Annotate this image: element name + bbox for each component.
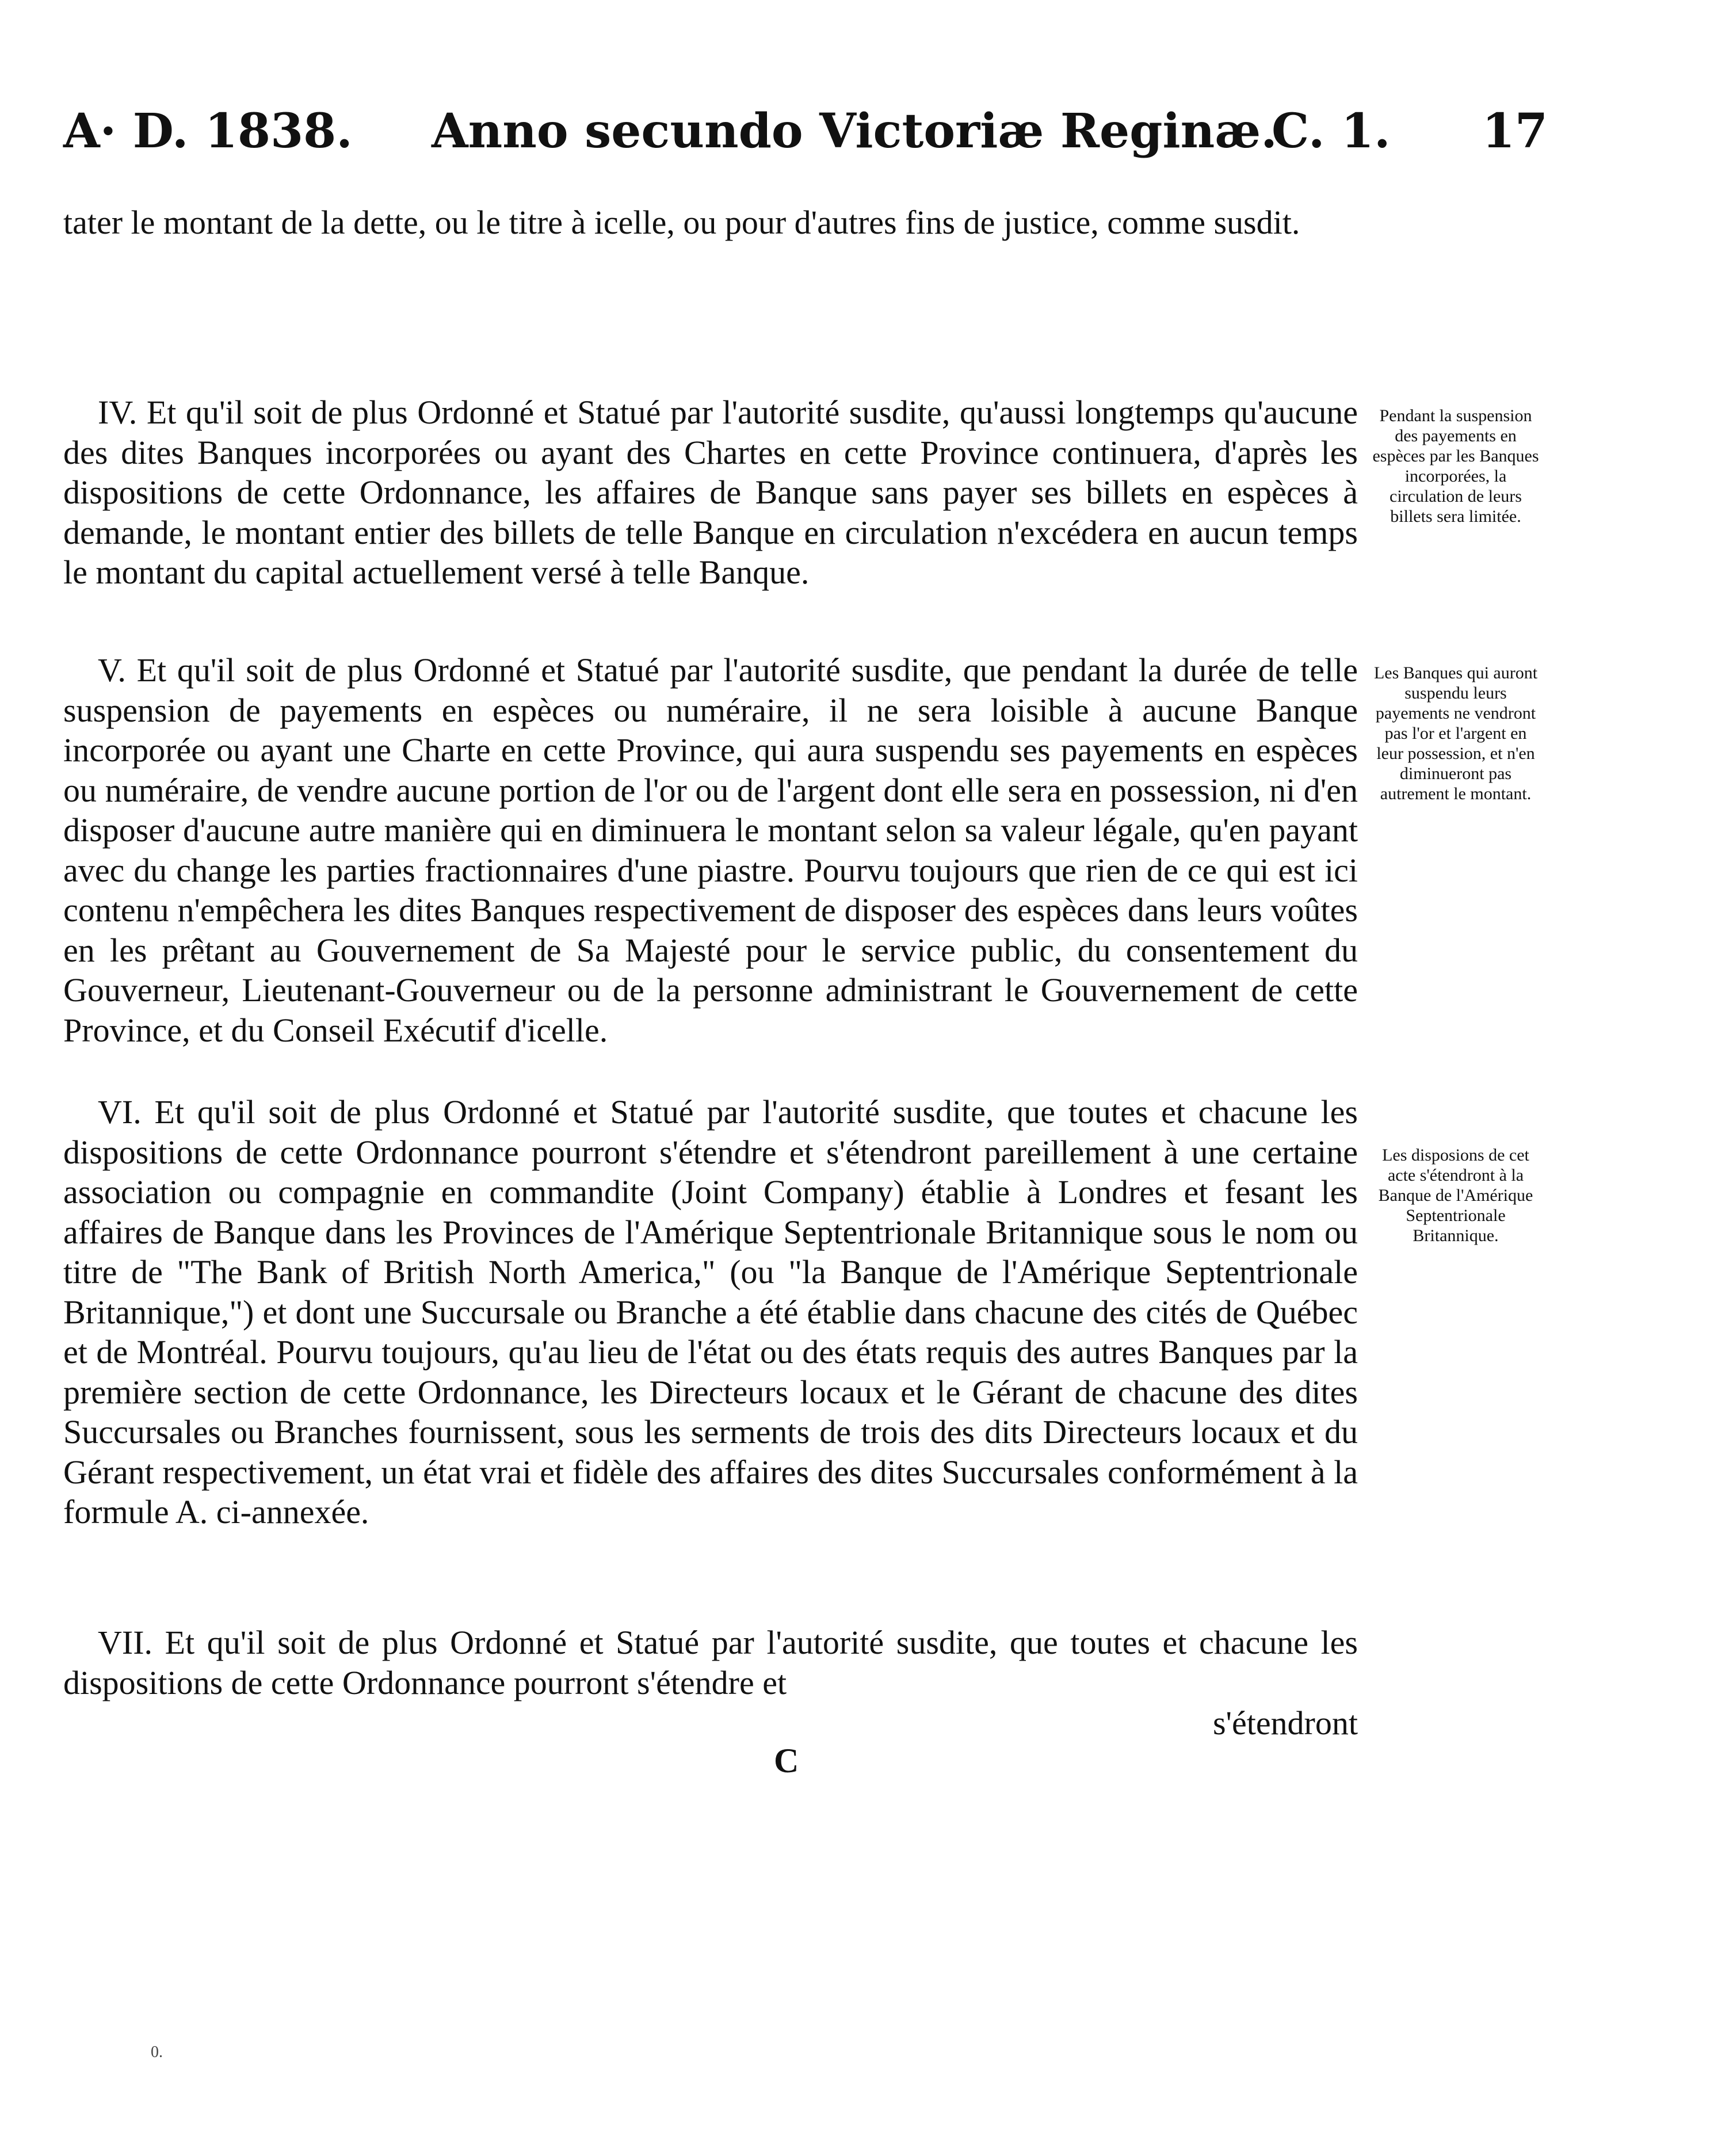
section-4-paragraph: IV. Et qu'il soit de plus Ordonné et Statué par l'autorité susdite, qu'aussi longtemps qu'aucune des dites Banques incorporées ou ayant des Chartes en cette Province continuera, d'après les dispositions de cette Ordonnance, les affaires de Banque sans payer ses billets en espèces à demande, le montant entier des billets de telle Banque en circulation n'excédera en aucun temps le montant du capital actuellement versé à telle Banque. (63, 394, 1358, 591)
section-7-paragraph: VII. Et qu'il soit de plus Ordonné et Statué par l'autorité susdite, que toutes et chacune les dispositions de cette Ordonnance pourront s'étendre et (63, 1624, 1358, 1701)
section-6-paragraph: VI. Et qu'il soit de plus Ordonné et Statué par l'autorité susdite, que toutes et chacune les dispositions de cette Ordonnance pourront s'étendre et s'étendront pareillement à une certaine association ou compagnie en commandite (Joint Company) établie à Londres et fesant les affaires de Banque dans les Provinces de l'Amérique Septentrionale Britannique sous le nom ou titre de "The Bank of British North America," (ou "la Banque de l'Amérique Septentrionale Britannique,") et dont une Succursale ou Branche a été établie dans chacune des cités de Québec et de Montréal. Pourvu toujours, qu'au lieu de l'état ou des états requis des autres Banques par la première section de cette Ordonnance, les Directeurs locaux et le Gérant de chacune des dites Succursales ou Branches fournissent, sous les serments de trois des dits Directeurs locaux et du Gérant respectivement, un état vrai et fidèle des affaires des dites Succursales conformément à la formule A. ci-annexée. (63, 1093, 1358, 1531)
signature-mark: C (774, 1742, 799, 1780)
page-number: 17 (1482, 104, 1548, 159)
running-header (63, 102, 1548, 166)
margin-note-section-4: Pendant la suspension des payements en espèces par les Banques incorporées, la circulation de leurs billets sera limitée. (1372, 406, 1539, 526)
header-title: Anno secundo Victoriæ Reginæ. (432, 104, 1277, 159)
section-5-paragraph: V. Et qu'il soit de plus Ordonné et Statué par l'autorité susdite, que pendant la durée de telle suspension de payements en espèces ou numéraire, il ne sera loisible à aucune Banque incorporée ou ayant une Charte en cette Province, qui aura suspendu ses payements en espèces ou numéraire, de vendre aucune portion de l'or ou de l'argent dont elle sera en possession, ni d'en disposer d'aucune autre manière qui en diminuera le montant selon sa valeur légale, qu'en payant avec du change les parties fractionnaires d'une piastre. Pourvu toujours que rien de ce qui est ici contenu n'empêchera les dites Banques respectivement de disposer des espèces dans leurs voûtes en les prêtant au Gouvernement de Sa Majesté pour le service public, du consentement du Gouverneur, Lieutenant-Gouverneur ou de la personne administrant le Gouvernement de cette Province, et du Conseil Exécutif d'icelle. (63, 651, 1358, 1049)
header-year: A· D. 1838. (63, 104, 353, 159)
margin-note-section-5: Les Banques qui auront suspendu leurs payements ne vendront pas l'or et l'argent en leur possession, et n'en diminueront pas autrement le montant. (1373, 663, 1538, 803)
catchword: s'étendront (1212, 1704, 1358, 1742)
intro-paragraph: tater le montant de la dette, ou le titre à icelle, ou pour d'autres fins de justice, comme susdit. (63, 204, 1300, 241)
margin-note-section-6: Les disposions de cet acte s'étendront à la Banque de l'Amérique Septentrionale Britannique. (1378, 1146, 1533, 1245)
header-chapter: C. 1. (1272, 104, 1391, 159)
bottom-mark: 0. (151, 2043, 163, 2061)
